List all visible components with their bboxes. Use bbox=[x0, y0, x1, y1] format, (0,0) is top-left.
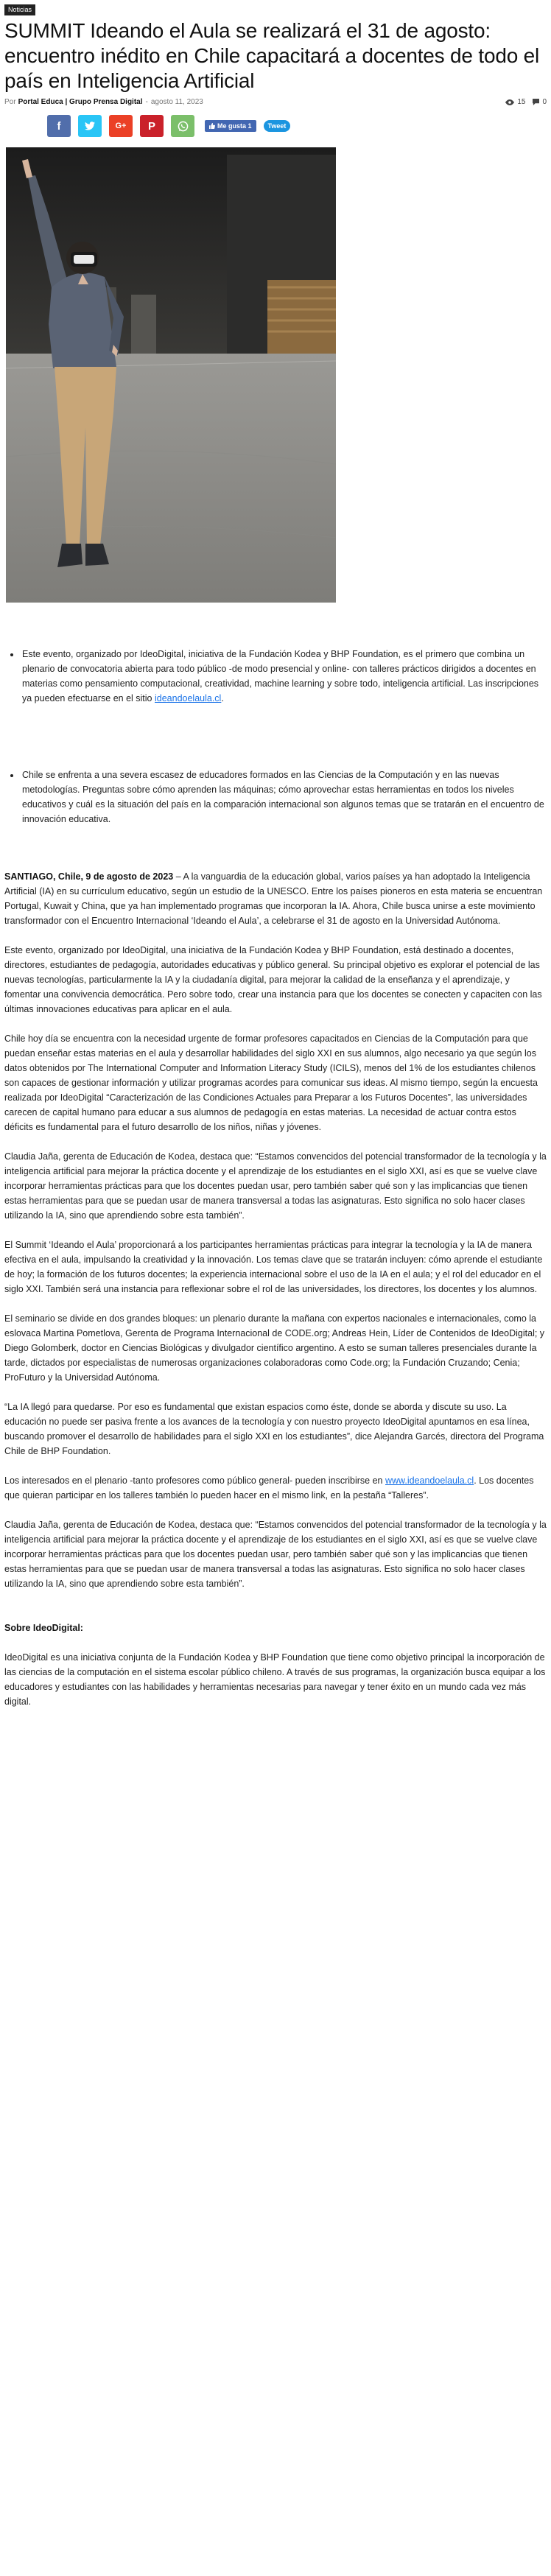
highlight-item bbox=[21, 768, 547, 827]
twitter-icon bbox=[85, 122, 95, 130]
thumbs-up-icon bbox=[209, 123, 215, 129]
by-label: Por bbox=[4, 98, 16, 106]
pinterest-share-button[interactable] bbox=[140, 115, 164, 137]
twitter-share-button[interactable] bbox=[78, 115, 102, 137]
category-badge[interactable]: Noticias bbox=[4, 4, 35, 15]
google-plus-share-button[interactable] bbox=[109, 115, 133, 137]
highlight-text: Chile se enfrenta a una severa escasez de educadores formados en las Ciencias de la Computación y en las nuevas metodologías. Preguntas sobre cómo aprenden las máquinas; cómo aprovechar estas herramientas en todos los niveles educativos y cuál es la situación del país en la comparación internacional son algunos temas que se tratarán en el encuentro de innovación educativa. bbox=[22, 770, 544, 824]
facebook-like-button[interactable] bbox=[205, 120, 256, 132]
paragraph: Este evento, organizado por IdeoDigital, una iniciativa de la Fundación Kodea y BHP Foundation, está destinado a docentes, directores, estudiantes de pedagogía, autoridades educativas y público general. Su principal objetivo es explorar el potencial de las nuevas tecnologías, particularmente la IA y la ciudadanía digital, para mejorar la calidad de la enseñanza y el aprendizaje, y fomentar una convivencia democrática. Pero sobre todo, crear una instancia para que los docentes se conecten y capaciten con las últimas innovaciones educativas para aplicar en el aula. bbox=[4, 945, 542, 1014]
about-heading: Sobre IdeoDigital: bbox=[4, 1623, 83, 1633]
article-photo bbox=[6, 147, 336, 603]
ideandoelaula-web-link[interactable]: www.ideandoelaula.cl bbox=[385, 1475, 474, 1486]
facebook-icon: f bbox=[57, 119, 61, 133]
article-body bbox=[4, 869, 547, 1709]
article-title: SUMMIT Ideando el Aula se realizará el 31 de agosto: encuentro inédito en Chile capacitará a docentes de todo el país en Inteligencia Artificial bbox=[4, 19, 540, 92]
paragraph-text: Los interesados en el plenario -tanto profesores como público general- pueden inscribirse en bbox=[4, 1475, 385, 1486]
highlight-text: Este evento, organizado por IdeoDigital, iniciativa de la Fundación Kodea y BHP Foundation, es el primero que combina un plenario de convocatoria abierta para todo público -de modo presencial y online- con talleres prácticos dirigidos a docentes en materias como pensamiento computacional, creatividad, machine learning y sobre todo, inteligencia artificial. Las inscripciones ya pueden efectuarse en el sitio bbox=[22, 649, 539, 703]
highlight-tail: . bbox=[221, 693, 224, 703]
share-bar bbox=[4, 115, 547, 137]
whatsapp-share-button[interactable] bbox=[171, 115, 194, 137]
pinterest-icon: P bbox=[147, 119, 155, 133]
paragraph: El Summit ‘Ideando el Aula’ proporcionará a los participantes herramientas prácticas para integrar la tecnología y la IA de manera efectiva en el aula, impulsando la creatividad y la innovación. Los temas clave que se tratarán incluyen: cómo aprende el estudiante de hoy; la formación de los futuros docentes; la experiencia internacional sobre el uso de la IA en el aula; y el rol del educador en el siglo XXI. También será una instancia para reflexionar sobre el rol de las universidades, los directores, los docentes y los alumnos. bbox=[4, 1240, 543, 1294]
like-label: Me gusta 1 bbox=[217, 122, 252, 130]
comments-count[interactable] bbox=[533, 98, 547, 106]
paragraph: El seminario se divide en dos grandes bloques: un plenario durante la mañana con expertos nacionales e internacionales, como la eslovaca Martina Pometlova, Gerenta de Programa Internacional de CODE.org; Andreas Hein, Líder de Contenidos de IdeoDigital; y Diego Golomberk, doctor en Ciencias Biológicas y divulgador científico argentino. A esto se suman talleres presenciales durante la tarde, dictados por especialistas de numerosas organizaciones colaboradoras como Code.org; la Fundación Cruzando; Cenia; ProFuturo y la Universidad Autónoma. bbox=[4, 1313, 545, 1383]
meta-separator: - bbox=[145, 98, 148, 106]
dateline: SANTIAGO, Chile, 9 de agosto de 2023 bbox=[4, 871, 174, 882]
views-count bbox=[505, 98, 525, 106]
paragraph: Claudia Jaña, gerenta de Educación de Kodea, destaca que: “Estamos convencidos del potencial transformador de la tecnología y la inteligencia artificial para mejorar la práctica docente y el aprendizaje de los estudiantes en el siglo XXI, así es que se vuelve clave incorporar herramientas prácticas para que los docentes puedan usar, pero también saber qué son y las implicancias que tienen estas herramientas para que se puedan usar de manera transversal a todas las asignaturas. Esto significa no solo hacer clases utilizando la IA, sino que aprendiendo sobre esta también”. bbox=[4, 1520, 547, 1589]
article-meta bbox=[4, 98, 547, 106]
views-value: 15 bbox=[517, 98, 526, 106]
about-paragraph: IdeoDigital es una iniciativa conjunta de la Fundación Kodea y BHP Foundation que tiene como objetivo principal la incorporación de las ciencias de la computación en el sistema escolar público chileno. A través de sus programas, la organización busca equipar a los educadores y estudiantes con las habilidades y herramientas necesarias para navegar y tener éxito en un mundo cada vez más digital. bbox=[4, 1652, 546, 1707]
whatsapp-icon bbox=[178, 121, 189, 132]
google-plus-icon: G+ bbox=[115, 122, 127, 130]
tweet-label: Tweet bbox=[267, 122, 287, 130]
ideandoelaula-link[interactable]: ideandoelaula.cl bbox=[154, 693, 222, 703]
highlight-item bbox=[21, 647, 547, 706]
paragraph bbox=[4, 1473, 547, 1503]
comments-value: 0 bbox=[542, 98, 547, 106]
meta-stats bbox=[505, 98, 547, 106]
paragraph: “La IA llegó para quedarse. Por eso es fundamental que existan espacios como éste, donde se aborda y discute su uso. La educación no puede ser pasiva frente a los avances de la tecnología y con nuestro proyecto IdeoDigital apuntamos en esa línea, buscando promover el desarrollo de habilidades para el siglo XXI en los estudiantes”, dice Alejandra Garcés, directora del Programa Chile de BHP Foundation. bbox=[4, 1402, 544, 1456]
paragraph bbox=[4, 869, 547, 928]
highlights-list bbox=[4, 647, 547, 827]
author-link[interactable]: Portal Educa | Grupo Prensa Digital bbox=[18, 98, 143, 106]
paragraph: Chile hoy día se encuentra con la necesidad urgente de formar profesores capacitados en Ciencias de la Computación para que puedan enseñar estas materias en el aula y desarrollar habilidades del siglo XXI en sus alumnos, algo necesario ya que según los datos obtenidos por The International Computer and Information Literacy Study (ICILS), menos del 1% de los estudiantes chilenos son capaces de gestionar información y utilizar programas acordes para comunicar sus ideas. Al mismo tiempo, según la encuesta realizada por IdeoDigital “Caracterización de las Condiciones Actuales para Preparar a los Futuros Docentes”, las universidades carecen de capital humano para educar a sus alumnos de pedagogía en estas materias. La necesidad de actuar contra estos déficits es fundamental para el futuro desarrollo de los niños, niñas y jóvenes. bbox=[4, 1033, 538, 1132]
publish-date: agosto 11, 2023 bbox=[150, 98, 203, 106]
facebook-share-button[interactable] bbox=[47, 115, 71, 137]
paragraph-text: . Los docentes que quieran participar en los talleres también lo pueden hacer en el mismo link, en la pestaña “Talleres”. bbox=[4, 1475, 534, 1501]
vr-student-photo bbox=[6, 147, 336, 603]
tweet-button[interactable] bbox=[264, 120, 291, 132]
comment-icon bbox=[533, 99, 539, 105]
eye-icon bbox=[505, 99, 514, 105]
paragraph: Claudia Jaña, gerenta de Educación de Kodea, destaca que: “Estamos convencidos del potencial transformador de la tecnología y la inteligencia artificial para mejorar la práctica docente y el aprendizaje de los estudiantes en el siglo XXI, así es que se vuelve clave incorporar herramientas prácticas para que los docentes puedan usar, pero también saber qué son y las implicancias que tienen estas herramientas para que se puedan usar de manera transversal a todas las asignaturas. Esto significa no solo hacer clases utilizando la IA, sino que aprendiendo sobre esta también”. bbox=[4, 1151, 547, 1221]
paragraph-text: – A la vanguardia de la educación global, varios países ya han adoptado la Inteligencia Artificial (IA) en su currículum educativo, según un estudio de la UNESCO. Entre los países pioneros en esta materia se encuentran Portugal, Kuwait y China, que ya han implementado programas que incorporan la IA. Ahora, Chile busca unirse a este movimiento transformador con el Encuentro Internacional ‘Ideando el Aula’, a celebrarse el 31 de agosto en la Universidad Autónoma. bbox=[4, 871, 543, 926]
